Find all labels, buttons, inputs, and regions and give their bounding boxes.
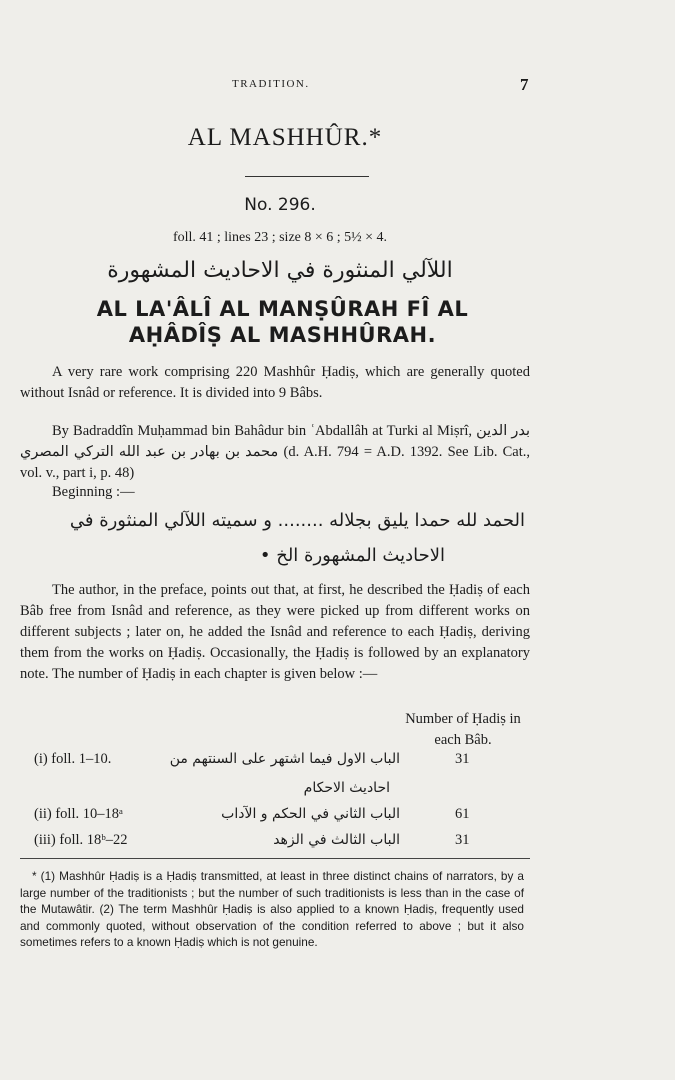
table-column-header: Number of Ḥadiṣ in each Bâb. <box>405 711 521 748</box>
row-1-arabic-continued: احاديث الاحكام <box>303 780 390 796</box>
footnote: * (1) Mashhûr Ḥadiṣ is a Ḥadiṣ transmitted, at least in three distinct chains of narrators, by a large number of the traditionists ; but the number of such traditionists is less than in the case of the Mutawâtir. (2) The term Mashhûr Ḥadiṣ is also applied to a known Ḥadiṣ, frequently used and commonly quoted, without observation of the condition referred to above ; but it also sometimes refers to a known Ḥadiṣ which is not genuine. <box>20 869 524 949</box>
beginning-arabic-line-1: الحمد لله حمدا يليق بجلاله ........ و سميته اللآلي المنثورة في <box>69 510 525 531</box>
running-title: TRADITION. <box>232 78 310 90</box>
work-title <box>30 296 535 348</box>
section-title: AL MASHHÛR.* <box>187 124 383 151</box>
description-paragraph: A very rare work comprising 220 Mashhûr Ḥadiṣ, which are generally quoted without Isnâd or reference. It is divided into 9 Bâbs. <box>20 364 530 401</box>
row-2-arabic: الباب الثاني في الحكم و الآداب <box>221 806 400 822</box>
row-3-count: 31 <box>455 832 470 848</box>
row-1-folios: (i) foll. 1–10. <box>34 751 112 767</box>
author-paragraph: By Badraddîn Muḥammad bin Bahâdur bin ʿAbdallâh at Turki al Miṣrî, بدر الدين محمد بن بهادر بن عبد الله التركي المصري (d. A.H. 794 = A.D. 1392. See Lib. Cat., vol. v., part i, p. 48) <box>20 423 531 481</box>
entry-number: No. 296. <box>244 195 316 215</box>
row-1-count: 31 <box>455 751 470 767</box>
row-3-folios: (iii) foll. 18ᵇ–22 <box>34 832 128 848</box>
preface-paragraph: The author, in the preface, points out that, at first, he described the Ḥadiṣ of each Bâb free from Isnâd and reference, as they were picked up from different works on different subjects ; later on, he added the Isnâd and reference to each Ḥadiṣ, deriving them from the works on Ḥadiṣ. Occasionally, the Ḥadiṣ is followed by an explanatory note. The number of Ḥadiṣ in each chapter is given below :— <box>20 582 530 682</box>
arabic-title: اللآلي المنثورة في الاحاديث المشهورة <box>107 258 453 283</box>
beginning-arabic-line-2: الاحاديث المشهورة الخ • <box>259 545 445 566</box>
collation: foll. 41 ; lines 23 ; size 8 × 6 ; 5½ × 4. <box>172 230 388 245</box>
work-title-line-1: AL LA'ÂLÎ AL MANṢÛRAH FÎ AL <box>96 297 469 321</box>
beginning-label: Beginning :— <box>52 484 135 500</box>
page-number: 7 <box>520 75 529 94</box>
row-2-count: 61 <box>455 806 470 822</box>
footnote-divider <box>20 858 530 859</box>
row-1-arabic: الباب الاول فيما اشتهر على السنتهم من <box>169 751 400 767</box>
row-3-arabic: الباب الثالث في الزهد <box>273 832 400 848</box>
row-2-folios: (ii) foll. 10–18ᵃ <box>34 806 123 822</box>
title-divider <box>245 176 369 177</box>
work-title-line-2: AḤÂDÎṢ AL MASHHÛRAH. <box>128 323 437 347</box>
